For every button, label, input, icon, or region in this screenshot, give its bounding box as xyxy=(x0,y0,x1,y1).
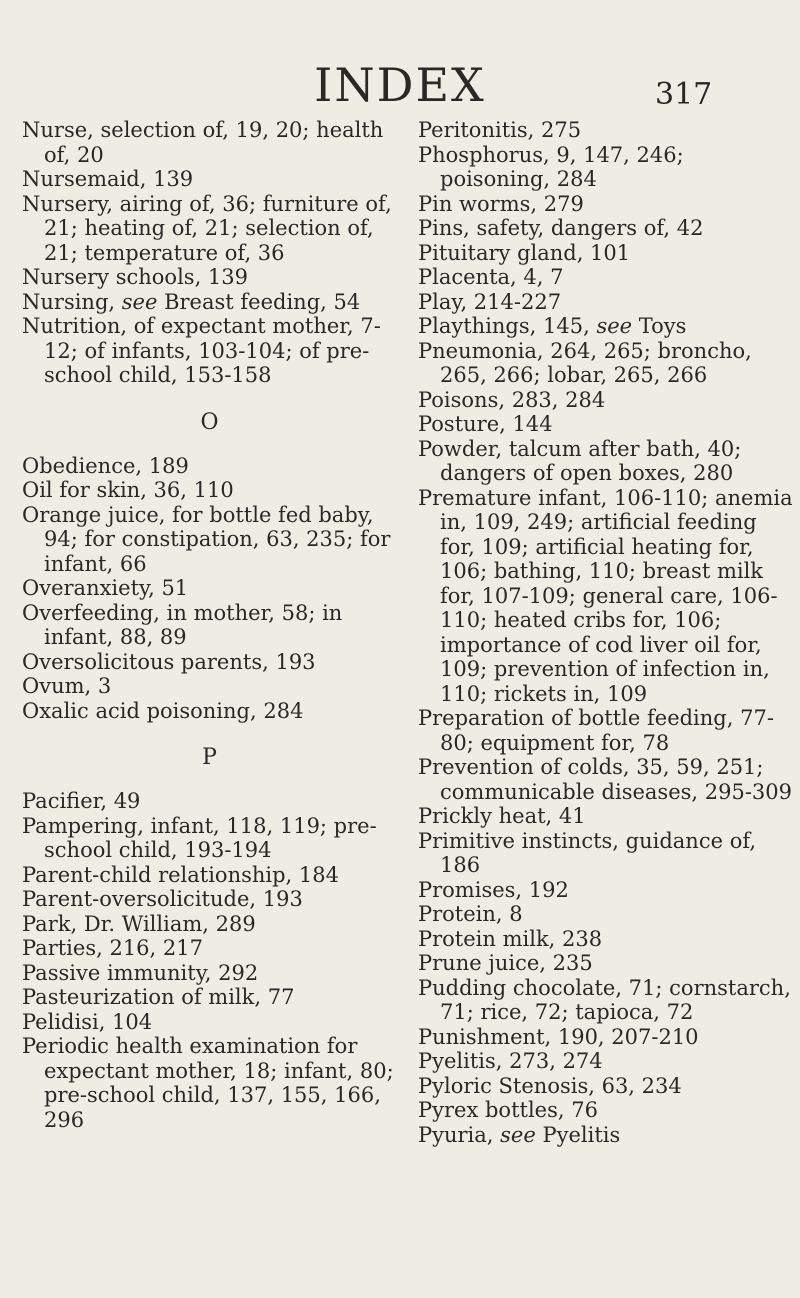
index-entry: Prevention of colds, 35, 59, 251; communicable diseases, 295-309 xyxy=(418,755,793,804)
index-group-n xyxy=(22,118,397,388)
index-entry: Promises, 192 xyxy=(418,877,569,902)
index-entry: Protein, 8 xyxy=(418,902,523,926)
index-entry: Posture, 144 xyxy=(418,412,553,436)
index-entry: Ovum, 3 xyxy=(22,674,112,698)
index-entry: Passive immunity, 292 xyxy=(22,960,259,985)
index-entry: Nursery, airing of, 36; furniture of, 21; heating of, 21; selection of, 21; temperature of, 36 xyxy=(22,191,392,265)
index-entry: Protein milk, 238 xyxy=(418,926,603,951)
index-entry: Oil for skin, 36, 110 xyxy=(22,478,234,502)
index-entry: Playthings, 145, see Toys xyxy=(418,314,687,338)
index-entry: Pampering, infant, 118, 119; pre-school child, 193-194 xyxy=(22,813,377,862)
index-entry: Pelidisi, 104 xyxy=(22,1009,153,1034)
index-entry: Oversolicitous parents, 193 xyxy=(22,649,316,674)
index-entry: Play, 214-227 xyxy=(418,289,562,314)
index-entry: Overanxiety, 51 xyxy=(22,576,189,600)
index-entry: Nursery schools, 139 xyxy=(22,265,248,289)
index-entry: Pneumonia, 264, 265; broncho, 265, 266; lobar, 265, 266 xyxy=(418,338,752,387)
index-entry: Obedience, 189 xyxy=(22,453,189,478)
index-entry: Park, Dr. William, 289 xyxy=(22,911,256,936)
index-entry: Pituitary gland, 101 xyxy=(418,240,631,265)
running-title: INDEX xyxy=(314,58,486,112)
index-entry: Parties, 216, 217 xyxy=(22,936,203,960)
index-entry: Pyuria, see Pyelitis xyxy=(418,1122,621,1147)
index-entry: Oxalic acid poisoning, 284 xyxy=(22,698,304,723)
section-letter-o: O xyxy=(200,409,219,435)
index-entry: Orange juice, for bottle fed baby, 94; for constipation, 63, 235; for infant, 66 xyxy=(22,502,391,576)
index-entry: Preparation of bottle feeding, 77-80; equipment for, 78 xyxy=(418,706,774,755)
index-entry: Prickly heat, 41 xyxy=(418,804,586,828)
index-entry: Pasteurization of milk, 77 xyxy=(22,985,295,1009)
index-entry: Nutrition, of expectant mother, 7-12; of infants, 103-104; of pre-school child, 153-158 xyxy=(22,314,381,387)
index-entry: Poisons, 283, 284 xyxy=(418,387,606,412)
index-group-o xyxy=(22,454,397,724)
index-entry: Powder, talcum after bath, 40; dangers of open boxes, 280 xyxy=(418,436,742,485)
index-entry: Premature infant, 106-110; anemia in, 109, 249; artificial feeding for, 109; artificial heating for, 106; bathing, 110; breast milk for, 107-109; general care, 106-110; heated cribs for, 106; importance of cod liver oil for, 109; prevention of infection in, 110; rickets in, 109 xyxy=(418,485,793,706)
index-entry: Parent-child relationship, 184 xyxy=(22,862,339,887)
index-entry: Pudding chocolate, 71; cornstarch, 71; rice, 72; tapioca, 72 xyxy=(418,975,791,1024)
index-entry: Placenta, 4, 7 xyxy=(418,265,564,289)
right-column xyxy=(418,118,793,1147)
index-entry: Prune juice, 235 xyxy=(418,951,593,975)
index-entry: Pyloric Stenosis, 63, 234 xyxy=(418,1073,682,1098)
page-number: 317 xyxy=(655,77,713,112)
index-group-right xyxy=(418,118,793,1147)
index-entry: Parent-oversolicitude, 193 xyxy=(22,887,303,911)
section-letter-p: P xyxy=(202,745,217,770)
page-header xyxy=(0,0,800,120)
index-entry: Nurse, selection of, 19, 20; health of, 20 xyxy=(22,118,384,167)
index-entry: Pin worms, 279 xyxy=(418,191,584,216)
index-entry: Peritonitis, 275 xyxy=(418,118,582,142)
index-entry: Pyelitis, 273, 274 xyxy=(418,1049,603,1073)
index-entry: Pacifier, 49 xyxy=(22,789,141,813)
index-entry: Phosphorus, 9, 147, 246; poisoning, 284 xyxy=(418,142,684,191)
index-entry: Nursemaid, 139 xyxy=(22,167,194,191)
index-entry: Pins, safety, dangers of, 42 xyxy=(418,216,704,240)
index-group-p xyxy=(22,789,397,1132)
index-entry: Periodic health examination for expectant mother, 18; infant, 80; pre-school child, 137, 155, 166, 296 xyxy=(22,1034,394,1132)
left-column xyxy=(22,118,397,1132)
index-entry: Punishment, 190, 207-210 xyxy=(418,1024,699,1049)
index-entry: Overfeeding, in mother, 58; in infant, 88, 89 xyxy=(22,600,343,649)
index-entry: Pyrex bottles, 76 xyxy=(418,1098,598,1122)
index-entry: Nursing, see Breast feeding, 54 xyxy=(22,289,361,314)
index-entry: Primitive instincts, guidance of, 186 xyxy=(418,828,757,877)
